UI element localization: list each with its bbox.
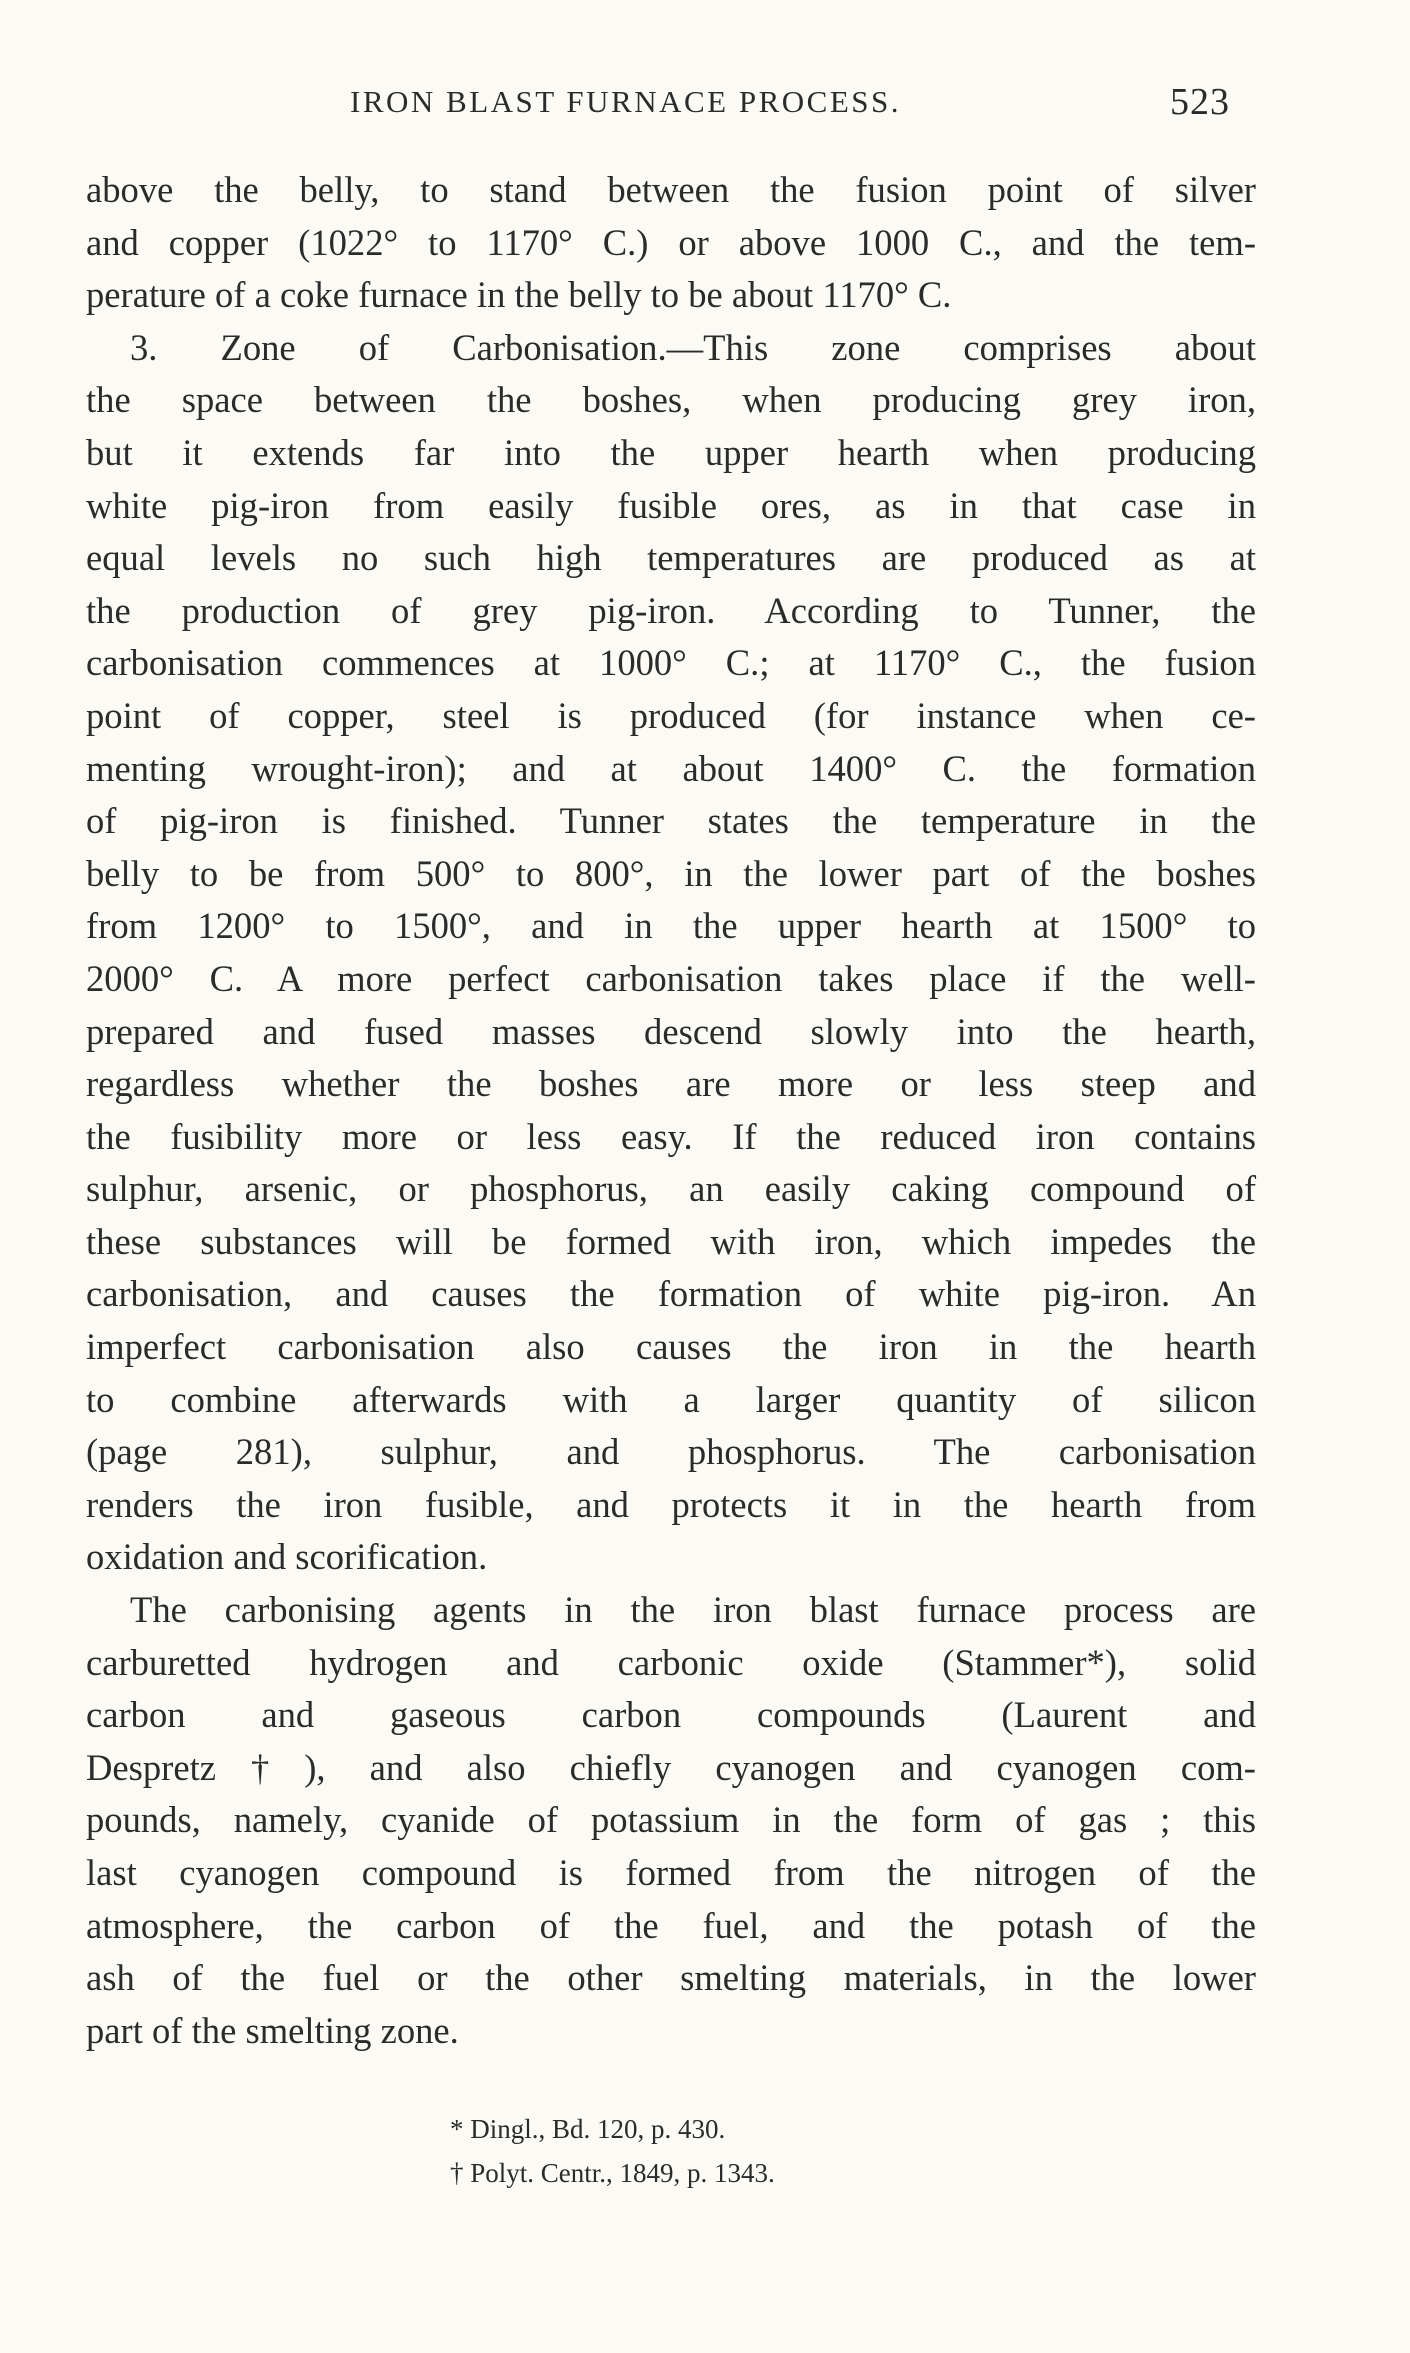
text-line: these substances will be formed with iron, which impedes the [86, 1220, 1256, 1262]
text-line: to combine afterwards with a larger quantity of silicon [86, 1378, 1256, 1420]
text-line: last cyanogen compound is formed from the nitrogen of the [86, 1852, 1256, 1893]
body-text [86, 164, 1256, 2057]
footnotes [450, 2107, 1050, 2195]
text-line: pounds, namely, cyanide of potassium in the form of gas ; this [86, 1799, 1256, 1841]
text-line: belly to be from 500° to 800°, in the lower part of the boshes [86, 852, 1256, 894]
text-line: regardless whether the boshes are more or less steep and [86, 1063, 1256, 1105]
text-line: Despretz†), and also chiefly cyanogen and cyanogen com- [86, 1746, 1256, 1788]
page-number: 523 [1170, 81, 1230, 123]
footnote: * Dingl., Bd. 120, p. 430. [450, 2114, 726, 2144]
text-line: the fusibility more or less easy. If the reduced iron contains [86, 1115, 1256, 1157]
text-line: carburetted hydrogen and carbonic oxide (Stammer*), solid [86, 1641, 1256, 1683]
text-line: prepared and fused masses descend slowly into the hearth, [86, 1010, 1256, 1052]
text-line: and copper (1022° to 1170° C.) or above 1000 C., and the tem- [86, 221, 1256, 263]
text-line: the production of grey pig-iron. According to Tunner, the [86, 589, 1256, 631]
text-line: imperfect carbonisation also causes the iron in the hearth [86, 1326, 1256, 1368]
text-line: carbonisation, and causes the formation of white pig-iron. An [86, 1273, 1256, 1315]
text-line: point of copper, steel is produced (for instance when ce- [86, 694, 1256, 736]
text-line: (page 281), sulphur, and phosphorus. The carbonisation [86, 1431, 1256, 1473]
text-line: of pig-iron is finished. Tunner states the temperature in the [86, 800, 1256, 842]
text-line: white pig-iron from easily fusible ores, as in that case in [86, 484, 1256, 526]
text-line: from 1200° to 1500°, and in the upper hearth at 1500° to [86, 905, 1256, 947]
text-line: atmosphere, the carbon of the fuel, and the potash of the [86, 1904, 1256, 1946]
text-line: ash of the fuel or the other smelting materials, in the lower [86, 1957, 1256, 1999]
text-line: 2000° C. A more perfect carbonisation takes place if the well- [86, 957, 1256, 999]
page-header [0, 80, 1410, 130]
text-line: but it extends far into the upper hearth when producing [86, 431, 1256, 473]
text-line: sulphur, arsenic, or phosphorus, an easily caking compound of [86, 1168, 1256, 1210]
text-line: carbon and gaseous carbon compounds (Laurent and [86, 1694, 1256, 1736]
text-line: The carbonising agents in the iron blast furnace process are [130, 1589, 1256, 1631]
text-line: renders the iron fusible, and protects it in the hearth from [86, 1483, 1256, 1525]
section-heading-line: 3. Zone of Carbonisation.—This zone comprises about [130, 326, 1256, 368]
text-line: the space between the boshes, when producing grey iron, [86, 379, 1256, 421]
text-line: equal levels no such high temperatures are produced as at [86, 537, 1256, 579]
footnote: † Polyt. Centr., 1849, p. 1343. [450, 2158, 775, 2188]
text-line: part of the smelting zone. [86, 2009, 459, 2051]
text-line: perature of a coke furnace in the belly to be about 1170° C. [86, 274, 952, 316]
text-line: menting wrought-iron); and at about 1400° C. the formation [86, 747, 1256, 789]
running-title: IRON BLAST FURNACE PROCESS. [350, 84, 901, 119]
text-line: carbonisation commences at 1000° C.; at 1170° C., the fusion [86, 642, 1256, 684]
text-line: above the belly, to stand between the fusion point of silver [86, 169, 1256, 210]
text-line: oxidation and scorification. [86, 1536, 488, 1578]
